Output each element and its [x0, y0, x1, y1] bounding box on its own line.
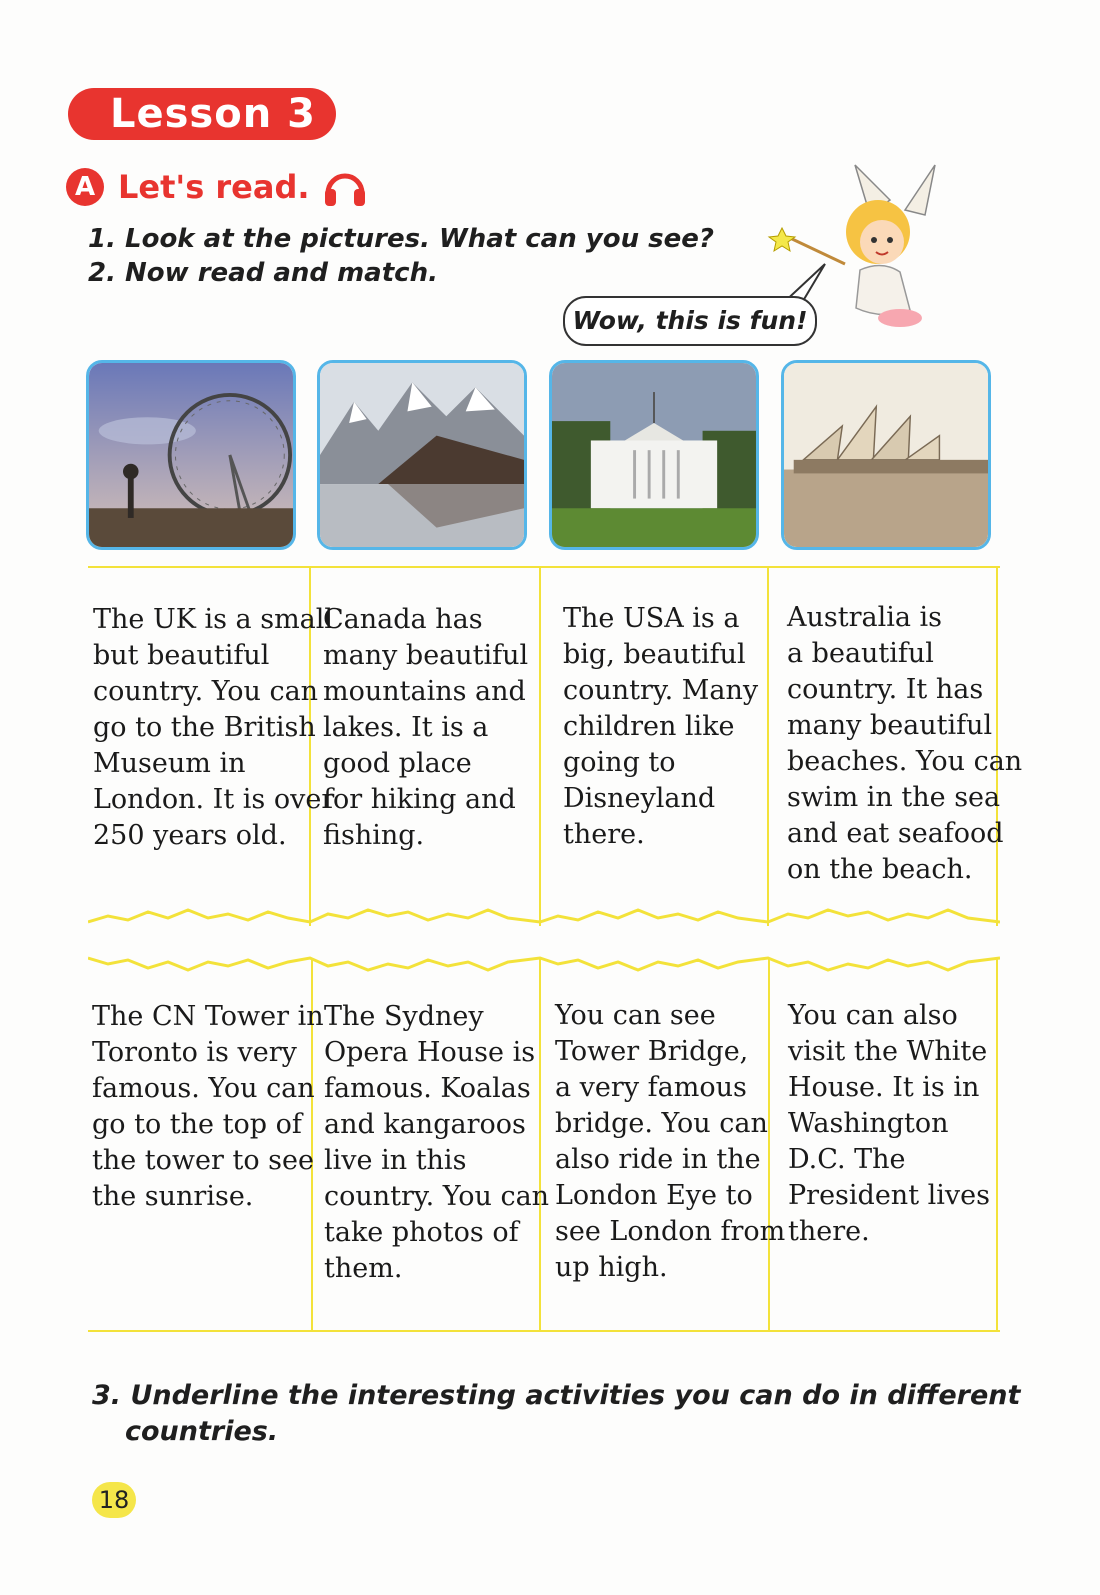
text-cell-sydney-opera: The Sydney Opera House is famous. Koalas and kangaroos live in this country. You can take photos of them.	[324, 1001, 550, 1284]
photo-white-house	[549, 360, 759, 550]
text-cell-uk: The UK is a small but beautiful country. You can go to the British Museum in London. It is over 250 years old.	[93, 604, 335, 851]
instruction-1: 1. Look at the pictures. What can you see?	[88, 224, 714, 254]
torn-edge-bottom	[88, 952, 1000, 974]
headphones-icon[interactable]	[322, 165, 368, 209]
text-cell-tower-bridge: You can see Tower Bridge, a very famous bridge. You can also ride in the London Eye to see London from up high.	[555, 1000, 786, 1283]
torn-edge-top	[88, 904, 1000, 926]
text-cell-usa: The USA is a big, beautiful country. Many children like going to Disneyland there.	[563, 603, 759, 850]
speech-bubble: Wow, this is fun!	[563, 296, 817, 346]
text-cell-canada: Canada has many beautiful mountains and lakes. It is a good place for hiking and fishing.	[323, 604, 529, 851]
photo-sydney-opera-house	[781, 360, 991, 550]
section-header	[66, 165, 368, 209]
text-cell-australia: Australia is a beautiful country. It has many beautiful beaches. You can swim in the sea and eat seafood on the beach.	[787, 602, 1023, 885]
instruction-3	[92, 1378, 1020, 1450]
text-cell-white-house: You can also visit the White House. It is in Washington D.C. The President lives there.	[788, 1000, 990, 1247]
section-title: Let's read.	[118, 168, 310, 206]
lesson-badge: Lesson 3	[68, 88, 336, 140]
grid-bottom-border	[88, 1330, 1000, 1332]
section-letter-badge: A	[66, 168, 104, 206]
instruction-3-line1: 3. Underline the interesting activities you can do in different	[92, 1380, 1021, 1411]
instruction-3-line2: countries.	[125, 1416, 279, 1447]
grid-top-border	[88, 566, 1000, 568]
text-cell-cn-tower: The CN Tower in Toronto is very famous. You can go to the top of the tower to see the sunrise.	[92, 1001, 324, 1212]
page-number: 18	[92, 1482, 136, 1518]
photo-canada-mountains	[317, 360, 527, 550]
photo-london-eye	[86, 360, 296, 550]
instruction-2: 2. Now read and match.	[88, 258, 438, 288]
